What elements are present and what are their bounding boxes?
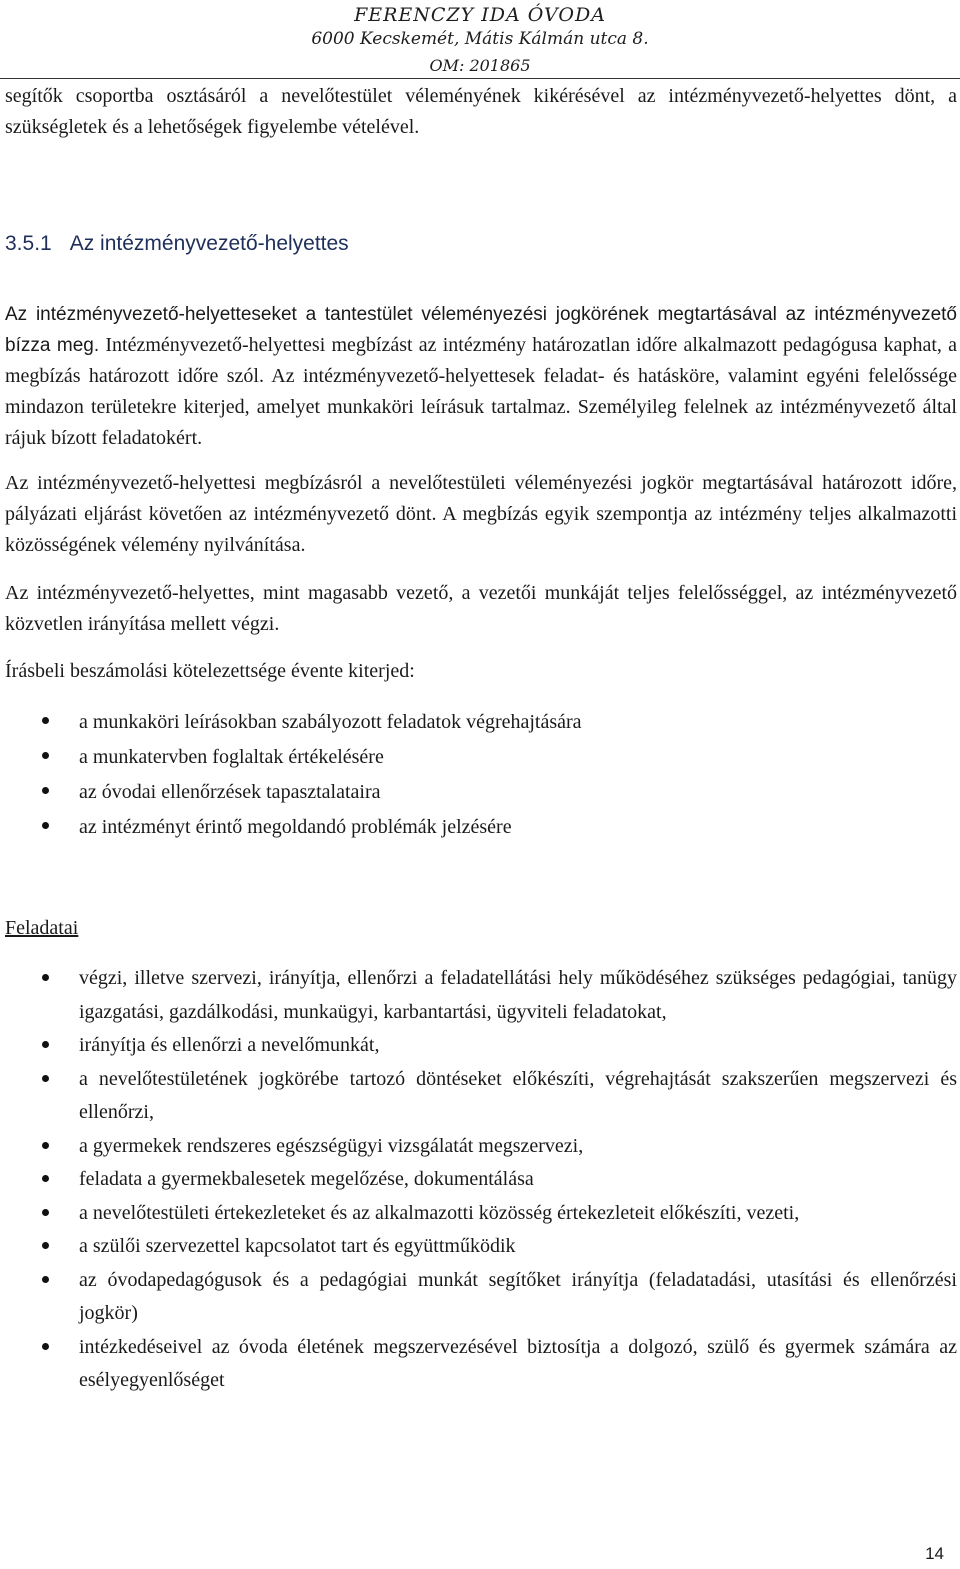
- list-item: a szülői szervezettel kapcsolatot tart és együttműködik: [5, 1230, 957, 1264]
- list-item: irányítja és ellenőrzi a nevelőmunkát,: [5, 1029, 957, 1063]
- intro-paragraph: segítők csoportba osztásáról a nevelőtestület véleményének kikérésével az intézményvezető-helyettes dönt, a szükségletek és a lehetőségek figyelembe vételével.: [5, 85, 957, 138]
- bullet-icon: [42, 717, 49, 724]
- paragraph-mandate: Az intézményvezető-helyettesi megbízásról a nevelőtestületi véleményezési jogkör megtartásával határozott időre, pályázati eljárást követően az intézményvezető dönt. A megbízás egyik szempontja az intézmény teljes alkalmazotti közösségének vélemény nyilvánítása.: [5, 472, 957, 556]
- paragraph-appointment-part2: Intézményvezető-helyettesi megbízást az intézmény határozatlan időre alkalmazott pedagógusa kaphat, a megbízás határozott időre szól. Az intézményvezető-helyettesek feladat- és hatásköre, valamint egyéni felelőssége mindazon területekre kiterjed, amelyet munkaköri leírásuk tartalmaz. Személyileg felelnek az intézményvezető által rájuk bízott feladatokért.: [5, 334, 958, 449]
- bullet-icon: [42, 822, 49, 829]
- list-item: a nevelőtestületének jogkörébe tartozó döntéseket előkészíti, végrehajtását szakszerűen megszervezi és ellenőrzi,: [5, 1063, 957, 1130]
- bullet-icon: [42, 974, 49, 981]
- page-number: 14: [925, 1544, 944, 1563]
- bullet-icon: [42, 1041, 49, 1048]
- list-item: az óvodapedagógusok és a pedagógiai munkát segítőket irányítja (feladatadási, utasítási és ellenőrzési jogkör): [5, 1264, 957, 1331]
- section-heading: [5, 228, 957, 259]
- bullet-icon: [42, 752, 49, 759]
- section-number: 3.5.1: [5, 232, 52, 255]
- tasks-list: [5, 962, 957, 1398]
- list-item: az óvodai ellenőrzések tapasztalataira: [5, 775, 957, 810]
- list-item: az intézményt érintő megoldandó problémák jelzésére: [5, 810, 957, 845]
- bullet-icon: [42, 1175, 49, 1182]
- paragraph-appointment-part1: Az intézményvezető-helyetteseket a tantestület véleményezési jogkörének megtartásával az intézményvezető bízza meg.: [5, 304, 957, 356]
- header-om-code: OM: 201865: [429, 56, 531, 75]
- report-intro: Írásbeli beszámolási kötelezettsége évente kiterjed:: [5, 660, 415, 682]
- tasks-title: Feladatai: [5, 917, 79, 939]
- list-item: intézkedéseivel az óvoda életének megszervezésével biztosítja a dolgozó, szülő és gyermek számára az esélyegyenlőséget: [5, 1331, 957, 1398]
- bullet-icon: [42, 1276, 49, 1283]
- list-item: feladata a gyermekbalesetek megelőzése, dokumentálása: [5, 1163, 957, 1197]
- header-address: 6000 Kecskemét, Mátis Kálmán utca 8.: [311, 29, 649, 49]
- list-item: a munkatervben foglaltak értékelésére: [5, 740, 957, 775]
- bullet-icon: [42, 1209, 49, 1216]
- section-title: Az intézményvezető-helyettes: [69, 232, 349, 255]
- page-content: [5, 81, 957, 1398]
- list-item: a nevelőtestületi értekezleteket és az alkalmazotti közösség értekezleteit előkészíti, vezeti,: [5, 1197, 957, 1231]
- paragraph-appointment: [5, 299, 957, 454]
- bullet-icon: [42, 787, 49, 794]
- report-list: [5, 705, 957, 845]
- list-item: a gyermekek rendszeres egészségügyi vizsgálatát megszervezi,: [5, 1130, 957, 1164]
- bullet-icon: [42, 1242, 49, 1249]
- bullet-icon: [42, 1142, 49, 1149]
- list-item: a munkaköri leírásokban szabályozott feladatok végrehajtására: [5, 705, 957, 740]
- header-divider: [0, 78, 960, 79]
- bullet-icon: [42, 1075, 49, 1082]
- list-item: végzi, illetve szervezi, irányítja, ellenőrzi a feladatellátási hely működéséhez szükséges pedagógiai, tanügy igazgatási, gazdálkodási, munkaügyi, karbantartási, ügyviteli feladatokat,: [5, 962, 957, 1029]
- header-institution-name: FERENCZY IDA ÓVODA: [354, 4, 606, 26]
- paragraph-role: Az intézményvezető-helyettes, mint magasabb vezető, a vezetői munkáját teljes felelősséggel, az intézményvezető közvetlen irányítása mellett végzi.: [5, 582, 957, 635]
- bullet-icon: [42, 1343, 49, 1350]
